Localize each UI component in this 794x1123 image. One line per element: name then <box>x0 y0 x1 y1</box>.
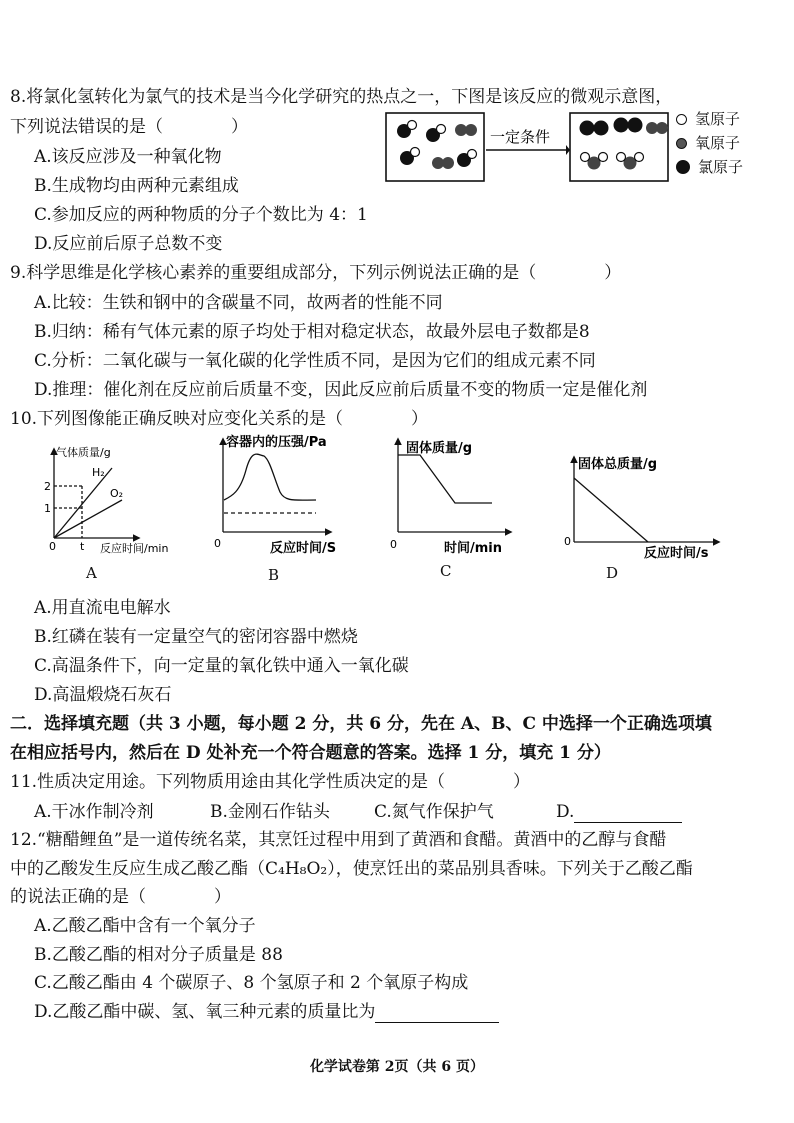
legend-hydrogen: 氢原子 <box>676 107 743 131</box>
q11-option-d-label: D. <box>556 802 575 822</box>
q8-option-b: B.生成物均由两种元素组成 <box>34 176 239 196</box>
graph-a-h2-label: H₂ <box>92 466 105 479</box>
graph-c-mass-line <box>398 455 492 503</box>
q11-stem: 11.性质决定用途。下列物质用途由其化学性质决定的是（ ） <box>10 772 531 792</box>
q10-option-c: C.高温条件下，向一定量的氧化铁中通入一氧化碳 <box>34 656 409 676</box>
graph-b-xlabel: 反应时间/S <box>270 541 337 556</box>
q11-option-c: C.氮气作保护气 <box>374 802 494 822</box>
q9-option-a: A.比较：生铁和钢中的含碳量不同，故两者的性能不同 <box>34 293 443 313</box>
q12-option-b: B.乙酸乙酯的相对分子质量是 88 <box>34 945 283 965</box>
legend-chlorine: 氯原子 <box>676 155 743 179</box>
graph-a-ytick-2: 2 <box>44 480 51 493</box>
section2-heading-line1: 二．选择填充题（共 3 小题，每小题 2 分，共 6 分，先在 A、B、C 中选择一个正确选项填 <box>10 714 712 734</box>
graph-c-xlabel: 时间/min <box>444 541 503 556</box>
graph-d-xlabel: 反应时间/s <box>644 546 709 561</box>
q11-answer-blank[interactable] <box>574 805 682 823</box>
q12-stem-line1: 12.“糖醋鲤鱼”是一道传统名菜，其烹饪过程中用到了黄酒和食醋。黄酒中的乙醇与食醋 <box>10 830 667 850</box>
graph-b <box>223 440 330 532</box>
graph-b-origin: 0 <box>214 537 221 550</box>
graph-a-t-label: t <box>80 540 85 553</box>
graph-c-caption: C <box>440 562 452 580</box>
graph-b-caption: B <box>268 566 280 584</box>
q8-stem-line2: 下列说法错误的是（ ） <box>10 117 248 137</box>
q10-option-d: D.高温煅烧石灰石 <box>34 685 172 705</box>
q9-option-b: B.归纳：稀有气体元素的原子均处于相对稳定状态，故最外层电子数都是8 <box>34 322 590 342</box>
graph-a <box>54 450 138 538</box>
graph-a-o2-line <box>54 500 122 538</box>
reaction-condition: 一定条件 <box>490 128 551 146</box>
graph-d-ylabel: 固体总质量/g <box>578 457 658 472</box>
q9-stem: 9.科学思维是化学核心素养的重要组成部分，下列示例说法正确的是（ ） <box>10 263 622 283</box>
graph-b-ylabel: 容器内的压强/Pa <box>226 435 327 450</box>
q12-option-d <box>34 1001 499 1023</box>
q12-stem-line3: 的说法正确的是（ ） <box>10 887 231 907</box>
q8-option-d: D.反应前后原子总数不变 <box>34 234 223 254</box>
graph-c-origin: 0 <box>390 538 397 551</box>
legend-oxygen: 氧原子 <box>676 131 743 155</box>
q12-option-c: C.乙酸乙酯由 4 个碳原子、8 个氢原子和 2 个氧原子构成 <box>34 973 469 993</box>
q10-stem: 10.下列图像能正确反映对应变化关系的是（ ） <box>10 409 429 429</box>
q12-stem-line2: 中的乙酸发生反应生成乙酸乙酯（C₄H₈O₂），使烹饪出的菜品别具香味。下列关于乙酸乙酯 <box>10 859 693 879</box>
q9-option-c: C.分析：二氧化碳与一氧化碳的化学性质不同，是因为它们的组成元素不同 <box>34 351 596 371</box>
q8-option-c: C.参加反应的两种物质的分子个数比为 4：1 <box>34 205 368 225</box>
q12-option-d-label: D.乙酸乙酯中碳、氢、氧三种元素的质量比为 <box>34 1002 376 1022</box>
q11-option-a: A.干冰作制冷剂 <box>34 802 154 822</box>
page-footer: 化学试卷第 2页（共 6 页） <box>309 1059 485 1075</box>
graph-a-o2-label: O₂ <box>110 487 124 500</box>
graph-d-mass-line <box>574 478 648 542</box>
q11-option-d <box>556 801 682 823</box>
graph-a-ylabel: 气体质量/g <box>56 446 111 459</box>
graph-d-origin: 0 <box>564 535 571 548</box>
q8-option-a: A.该反应涉及一种氧化物 <box>34 147 222 167</box>
graph-d-caption: D <box>606 564 619 582</box>
graph-a-ytick-1: 1 <box>44 502 51 515</box>
graph-a-origin: 0 <box>49 540 56 553</box>
q8-stem-line1: 8.将氯化氢转化为氯气的技术是当今化学研究的热点之一，下图是该反应的微观示意图， <box>10 87 673 107</box>
q12-option-a: A.乙酸乙酯中含有一个氧分子 <box>34 916 256 936</box>
q11-option-b: B.金刚石作钻头 <box>210 802 330 822</box>
graph-b-pressure-curve <box>224 454 316 500</box>
q12-answer-blank[interactable] <box>375 1005 499 1023</box>
graph-c-ylabel: 固体质量/g <box>406 441 473 456</box>
q10-option-b: B.红磷在装有一定量空气的密闭容器中燃烧 <box>34 627 358 647</box>
q10-option-a: A.用直流电电解水 <box>34 598 171 618</box>
graph-a-caption: A <box>86 564 97 582</box>
graph-a-xlabel: 反应时间/min <box>100 542 169 555</box>
q9-option-d: D.推理：催化剂在反应前后质量不变，因此反应前后质量不变的物质一定是催化剂 <box>34 380 648 400</box>
section2-heading-line2: 在相应括号内，然后在 D 处补充一个符合题意的答案。选择 1 分，填充 1 分） <box>10 743 611 763</box>
